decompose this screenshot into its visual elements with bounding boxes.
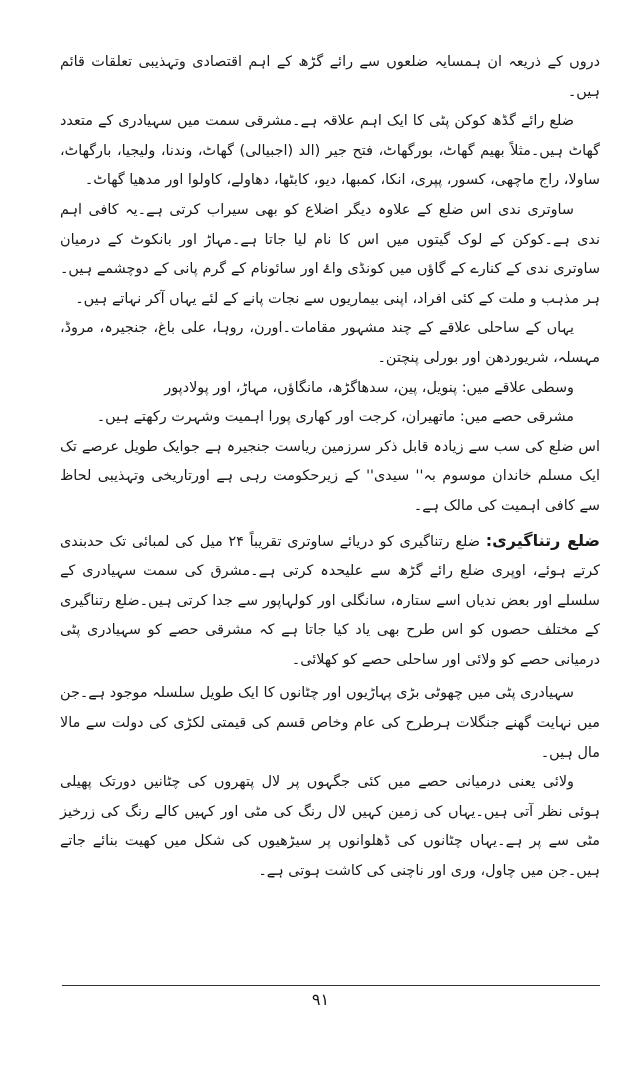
body-text (60, 48, 600, 887)
paragraph-3: ساوتری ندی اس ضلع کے علاوہ دیگر اضلاع کو بھی سیراب کرتی ہے۔یہ کافی اہم ندی ہے۔کوکن کے لوک گیتوں میں اس کا نام لیا جاتا ہے۔مہاڑ اور بانکوٹ کے درمیان ساوتری ندی کے کنارے کے گاؤں میں کونڈی واۓ اور سائونام کے گرم پانی کے دوچشمے ہیں۔ہر مذہب و ملت کے کئی افراد، اپنی بیماریوں سے نجات پانے کے لئے یہاں آکر نہاتے ہیں۔ (60, 201, 600, 307)
paragraph-2: ضلع رائے گڈھ کوکن پٹی کا ایک اہم علاقہ ہے۔مشرقی سمت میں سہیادری کے متعدد گھاٹ ہیں۔مثلاً بھیم گھاٹ، بورگھاٹ، فتح جیر (الد (اجبیالی) گھاٹ، وندنا، ولیجیا، بارگھاٹ، ساولا، راج ماچھی، کسور، پپری، انکا، کمبھا، دیو، کابٹھا، دھاولے، کاولوا اور مدھیا گھاٹ۔ (60, 113, 600, 189)
paragraph-4: یہاں کے ساحلی علاقے کے چند مشہور مقامات۔اورن، روہا، علی باغ، جنجیرہ، مروڈ، مہسلہ، شریوردھن اور بورلی پنچتن۔ (60, 320, 600, 366)
paragraph-6: مشرقی حصے میں: ماتھیران، کرجت اور کھاری پورا اہمیت وشہرت رکھتے ہیں۔ (96, 409, 574, 426)
section-continuation: ضلع رائے گڑھ سے علیحدہ کرتی ہے۔مشرق کی سمت سہیادری کے سلسلے اور بعض ندیاں اسے ستارہ، سانگلی اور کولہاپور سے جدا کرتی ہیں۔ضلع رتناگیری کے مختلف حصوں کو اس طرح بھی یاد کیا جاتا ہے کہ مشرقی حصے کو سہیادری پٹی درمیانی حصے کو ولائی اور ساحلی حصے کو کھلائی۔ (60, 563, 600, 668)
page-number: ۹۱ (311, 990, 330, 1009)
paragraph-7: اس ضلع کی سب سے زیادہ قابل ذکر سرزمین ریاست جنجیرہ ہے جوایک طویل عرصے تک ایک مسلم خاندان موسوم بہ'' سیدی'' کے زیرحکومت رہی ہے اورتاریخی وتہذیبی لحاظ سے کافی اہمیت کی مالک ہے۔ (60, 438, 600, 514)
section-heading: ضلع رتناگیری: (485, 530, 600, 550)
section-lead-text: ضلع رتناگیری کو دریائے ساوتری تقریباً ۲۴ میل کی لمبائی تک حدبندی کرتے ہوئے، اوپری (60, 533, 600, 580)
paragraph-9: سہیادری پٹی میں چھوٹی بڑی پہاڑیوں اور چٹانوں کا ایک طویل سلسلہ موجود ہے۔جن میں نہایت گھنے جنگلات ہرطرح کی عام وخاص قسم کی قیمتی لکڑی کی دولت سے مالا مال ہیں۔ (60, 685, 600, 761)
paragraph-5: وسطی علاقے میں: پنویل، پین، سدھاگڑھ، مانگاؤں، مہاڑ، اور پولادپور (164, 379, 574, 396)
paragraph-1: دروں کے ذریعہ ان ہمسایہ ضلعوں سے رائے گڑھ کے اہم اقتصادی وتہذیبی تعلقات قائم ہیں۔ (60, 54, 600, 100)
paragraph-10: ولائی یعنی درمیانی حصے میں کئی جگہوں پر لال پتھروں کی چٹانیں دورتک پھیلی ہوئی نظر آتی ہیں۔یہاں کی زمین کہیں لال رنگ کی مٹی اور کہیں کالے رنگ کی زرخیز مٹی سے پر ہے۔یہاں چٹانوں کی ڈھلوانوں پر سیڑھیوں کی شکل میں کھیت بنائے جاتے ہیں۔جن میں چاول، وری اور ناچنی کی کاشت ہوتی ہے۔ (60, 774, 600, 880)
footer-divider (62, 985, 600, 986)
section-paragraph (60, 526, 600, 676)
